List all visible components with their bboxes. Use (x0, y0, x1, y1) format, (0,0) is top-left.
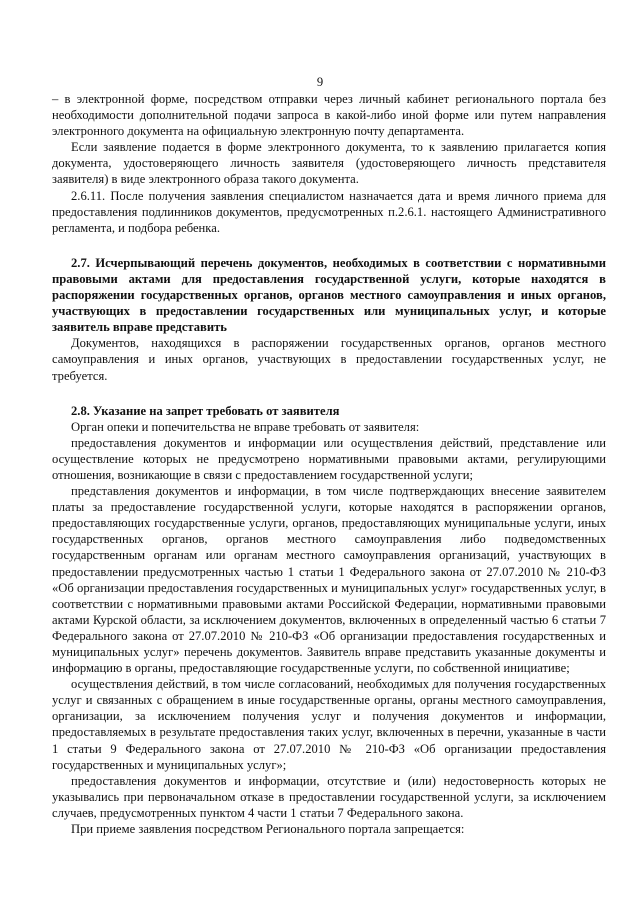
paragraph-electronic-form: – в электронной форме, посредством отправки через личный кабинет регионального портала без необходимости дополнительной подачи запроса в какой-либо иной форме или путем направления электронного документа на официальную электронную почту департамента. (52, 92, 606, 139)
section-2-8-intro: Орган опеки и попечительства не вправе требовать от заявителя: (71, 419, 420, 434)
section-2-8-item-1: предоставления документов и информации или осуществления действий, представление или осуществление которых не предусмотрено нормативными правовыми актами, регулирующими отношения, возникающие в связи с предоставлением государственной услуги; (52, 435, 606, 482)
document-page (52, 91, 606, 837)
section-2-8-heading: 2.8. Указание на запрет требовать от заявителя (71, 403, 340, 418)
section-2-8-item-2: представления документов и информации, в том числе подтверждающих внесение заявителем платы за предоставление государственной услуги, которые находятся в распоряжении органов, предоставляющих государственные услуги, органов, предоставляющих муниципальные услуги, иных государственных органов, органов местного самоуправления либо подведомственных государственным органам или органам местного самоуправления организаций, участвующих в предоставлении предусмотренных частью 1 статьи 1 Федерального закона от 27.07.2010 № 210-ФЗ «Об организации предоставления государственных и муниципальных услуг» государственных услуг, в соответствии с нормативными правовыми актами Российской Федерации, нормативными правовыми актами Курской области, за исключением документов, включенных в определенный частью 6 статьи 7 Федерального закона от 27.07.2010 № 210-ФЗ «Об организации предоставления государственных и муниципальных услуг» перечень документов. Заявитель вправе представить указанные документы и информацию в органы, предоставляющие государственные услуги, по собственной инициативе; (52, 484, 606, 676)
paragraph-electronic-copy: Если заявление подается в форме электронного документа, то к заявлению прилагается копия документа, удостоверяющего личность заявителя (удостоверяющего личность представителя заявителя) в виде электронного образа такого документа. (52, 140, 606, 187)
section-2-7-heading: 2.7. Исчерпывающий перечень документов, необходимых в соответствии с нормативными правовыми актами для предоставления государственной услуги, которые находятся в распоряжении государственных органов, органов местного самоуправления и иных органов, участвующих в предоставлении государственных или муниципальных услуг, и которые заявитель вправе представить (52, 255, 606, 335)
section-2-8-portal-intro: При приеме заявления посредством Регионального портала запрещается: (71, 822, 465, 837)
section-2-7-text: Документов, находящихся в распоряжении государственных органов, органов местного самоуправления и иных органов, участвующих в предоставлении государственных услуг, не требуется. (52, 336, 606, 383)
page-number: 9 (316, 75, 324, 89)
section-2-8-item-4: предоставления документов и информации, отсутствие и (или) недостоверность которых не указывались при первоначальном отказе в предоставлении государственной услуги, за исключением случаев, предусмотренных пунктом 4 части 1 статьи 7 Федерального закона. (52, 773, 606, 820)
section-2-8-item-3: осуществления действий, в том числе согласований, необходимых для получения государственных услуг и связанных с обращением в иные государственные органы, органы местного самоуправления, организации, за исключением получения услуг и получения документов и информации, предоставляемых в результате предоставления таких услуг, включенных в перечни, указанные в части 1 статьи 9 Федерального закона от 27.07.2010 № 210-ФЗ «Об организации предоставления государственных и муниципальных услуг»; (52, 677, 606, 772)
paragraph-2-6-11: 2.6.11. После получения заявления специалистом назначается дата и время личного приема для предоставления подлинников документов, предусмотренных п.2.6.1. настоящего Административного регламента, и подбора ребенка. (52, 188, 606, 235)
